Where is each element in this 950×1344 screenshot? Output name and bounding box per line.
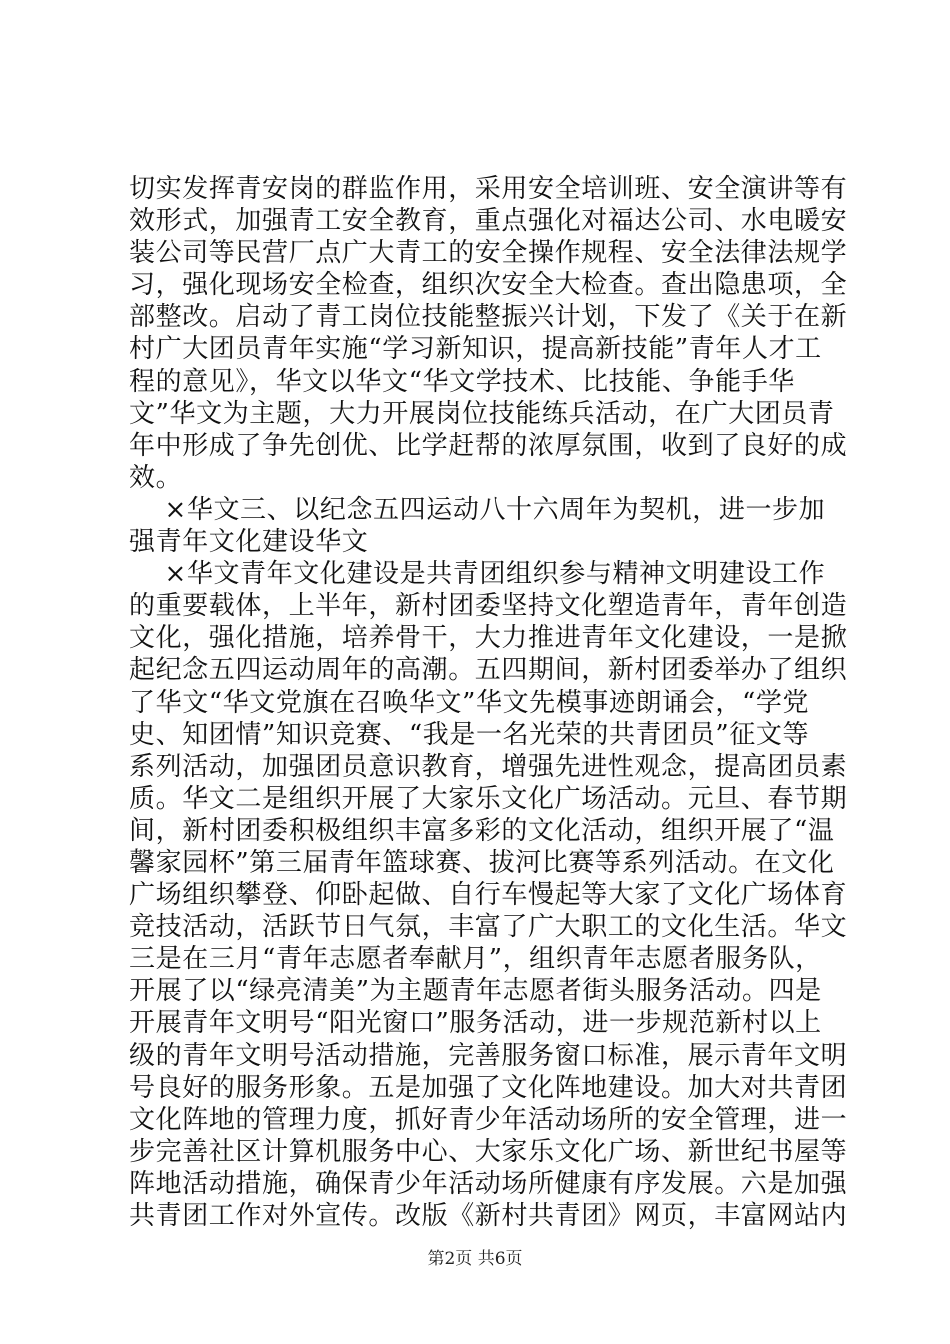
text-line: 馨家园杯”第三届青年篮球赛、拔河比赛等系列活动。在文化: [129, 847, 835, 878]
text-line: 村广大团员青年实施“学习新知识，提高新技能”青年人才工: [129, 334, 822, 365]
page-footer: 第2页 共6页: [427, 1249, 523, 1269]
text-line: 步完善社区计算机服务中心、大家乐文化广场、新世纪书屋等: [129, 1136, 848, 1167]
text-line: 间，新村团委积极组织丰富多彩的文化活动，组织开展了“温: [129, 815, 835, 846]
text-line: 质。华文二是组织开展了大家乐文化广场活动。元旦、春节期: [129, 783, 848, 814]
text-line: 切实发挥青安岗的群监作用，采用安全培训班、安全演讲等有: [129, 174, 848, 204]
text-line: 文化，强化措施，培养骨干，大力推进青年文化建设，一是掀: [129, 623, 848, 654]
text-line: 起纪念五四运动周年的高潮。五四期间，新村团委举办了组织: [129, 655, 848, 686]
text-line: ×华文三、以纪念五四运动八十六周年为契机，进一步加: [129, 494, 826, 525]
text-line: 效。: [129, 462, 183, 493]
text-line: 文”华文为主题，大力开展岗位技能练兵活动，在广大团员青: [129, 398, 835, 429]
text-line: 年中形成了争先创优、比学赶帮的浓厚氛围，收到了良好的成: [129, 430, 848, 461]
text-line: 的重要载体，上半年，新村团委坚持文化塑造青年，青年创造: [129, 591, 848, 622]
text-line: 开展青年文明号“阳光窗口”服务活动，进一步规范新村以上: [129, 1008, 822, 1039]
text-line: 号良好的服务形象。五是加强了文化阵地建设。加大对共青团: [129, 1072, 848, 1103]
text-line: 史、知团情”知识竞赛、“我是一名光荣的共青团员”征文等: [129, 719, 810, 750]
text-line: 强青年文化建设华文: [129, 527, 369, 558]
text-line: 共青团工作对外宣传。改版《新村共青团》网页，丰富网站内: [129, 1201, 848, 1231]
text-line: 文化阵地的管理力度，抓好青少年活动场所的安全管理，进一: [129, 1104, 848, 1135]
text-line: 竞技活动，活跃节日气氛，丰富了广大职工的文化生活。华文: [129, 912, 848, 943]
text-line: 级的青年文明号活动措施，完善服务窗口标准，展示青年文明: [129, 1040, 848, 1071]
body-text: [129, 173, 848, 1232]
text-line: 部整改。启动了青工岗位技能整振兴计划，下发了《关于在新: [129, 302, 848, 333]
text-line: 效形式，加强青工安全教育，重点强化对福达公司、水电暖安: [129, 206, 848, 237]
text-line: 系列活动，加强团员意识教育，增强先进性观念，提高团员素: [129, 751, 848, 782]
text-line: ×华文青年文化建设是共青团组织参与精神文明建设工作: [129, 559, 826, 590]
text-line: 习，强化现场安全检查，组织次安全大检查。查出隐患项，全: [129, 270, 848, 301]
text-line: 三是在三月“青年志愿者奉献月”，组织青年志愿者服务队，: [129, 944, 822, 975]
text-line: 程的意见》，华文以华文“华文学技术、比技能、争能手华: [129, 366, 795, 397]
text-line: 装公司等民营厂点广大青工的安全操作规程、安全法律法规学: [129, 238, 848, 269]
text-line: 阵地活动措施，确保青少年活动场所健康有序发展。六是加强: [129, 1168, 848, 1199]
text-line: 开展了以“绿亮清美”为主题青年志愿者街头服务活动。四是: [129, 976, 822, 1007]
text-line: 了华文“华文党旗在召唤华文”华文先模事迹朗诵会，“学党: [129, 687, 810, 718]
text-line: 广场组织攀登、仰卧起做、自行车慢起等大家了文化广场体育: [129, 880, 848, 911]
